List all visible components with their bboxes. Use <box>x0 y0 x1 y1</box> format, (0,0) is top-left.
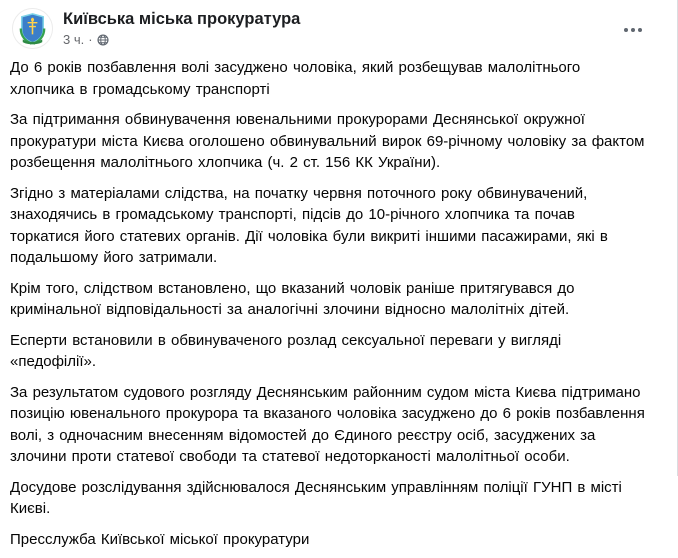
ellipsis-dot <box>631 28 635 32</box>
post-options-button[interactable] <box>617 14 649 46</box>
post-paragraph: До 6 років позбавлення волі засуджено чоловіка, який розбещував малолітнього хлопчика в громадському транспорті <box>10 59 581 98</box>
globe-public-icon <box>97 34 109 46</box>
page-name-link[interactable]: Київська міська прокуратура <box>63 10 301 28</box>
post-body-text <box>0 53 677 558</box>
post-timestamp[interactable]: 3 ч. <box>63 32 85 47</box>
post-paragraph: За підтримання обвинувачення ювенальними прокурорами Деснянської окружної прокуратури міста Києва оголошено обвинувальний вирок 69-річному чоловіку за фактом розбещення малолітнього хлопчика (ч. 2 ст. 156 КК України). <box>10 111 645 171</box>
timestamp-row <box>63 32 300 48</box>
post-paragraph: Крім того, слідством встановлено, що вказаний чоловік раніше притягувався до кримінальної відповідальності за аналогічні злочини відносно малолітніх дітей. <box>10 279 575 318</box>
dot-separator: · <box>88 32 93 47</box>
page-avatar[interactable] <box>12 8 53 49</box>
ellipsis-dot <box>624 28 628 32</box>
post-paragraph: За результатом судового розгляду Деснянським районним судом міста Києва підтримано позицію ювенального прокурора та вказаного чоловіка засуджено до 6 років позбавлення волі, з одночасним внесенням відомостей до Єдиного реєстру осіб, засуджених за злочини проти статевої свободи та статевої недоторканості малолітньої особи. <box>10 383 645 465</box>
ellipsis-dot <box>638 28 642 32</box>
post-paragraph: Згідно з матеріалами слідства, на початку червня поточного року обвинувачений, знаходячись в громадському транспорті, підсів до 10-річного хлопчика та почав торкатися його статевих органів. Дії чоловіка були викриті іншими пасажирами, які в подальшому його затримали. <box>10 184 608 266</box>
post-paragraph: Пресслужба Київської міської прокуратури <box>10 530 310 548</box>
prosecutor-emblem-icon <box>13 35 52 49</box>
post-paragraph: Есперти встановили в обвинуваченого розлад сексуальної переваги у вигляді «педофілії». <box>10 331 562 370</box>
post-header <box>0 0 677 53</box>
header-meta <box>63 8 300 48</box>
post-paragraph: Досудове розслідування здійснювалося Деснянським управлінням поліції ГУНП в місті Києві. <box>10 478 622 517</box>
